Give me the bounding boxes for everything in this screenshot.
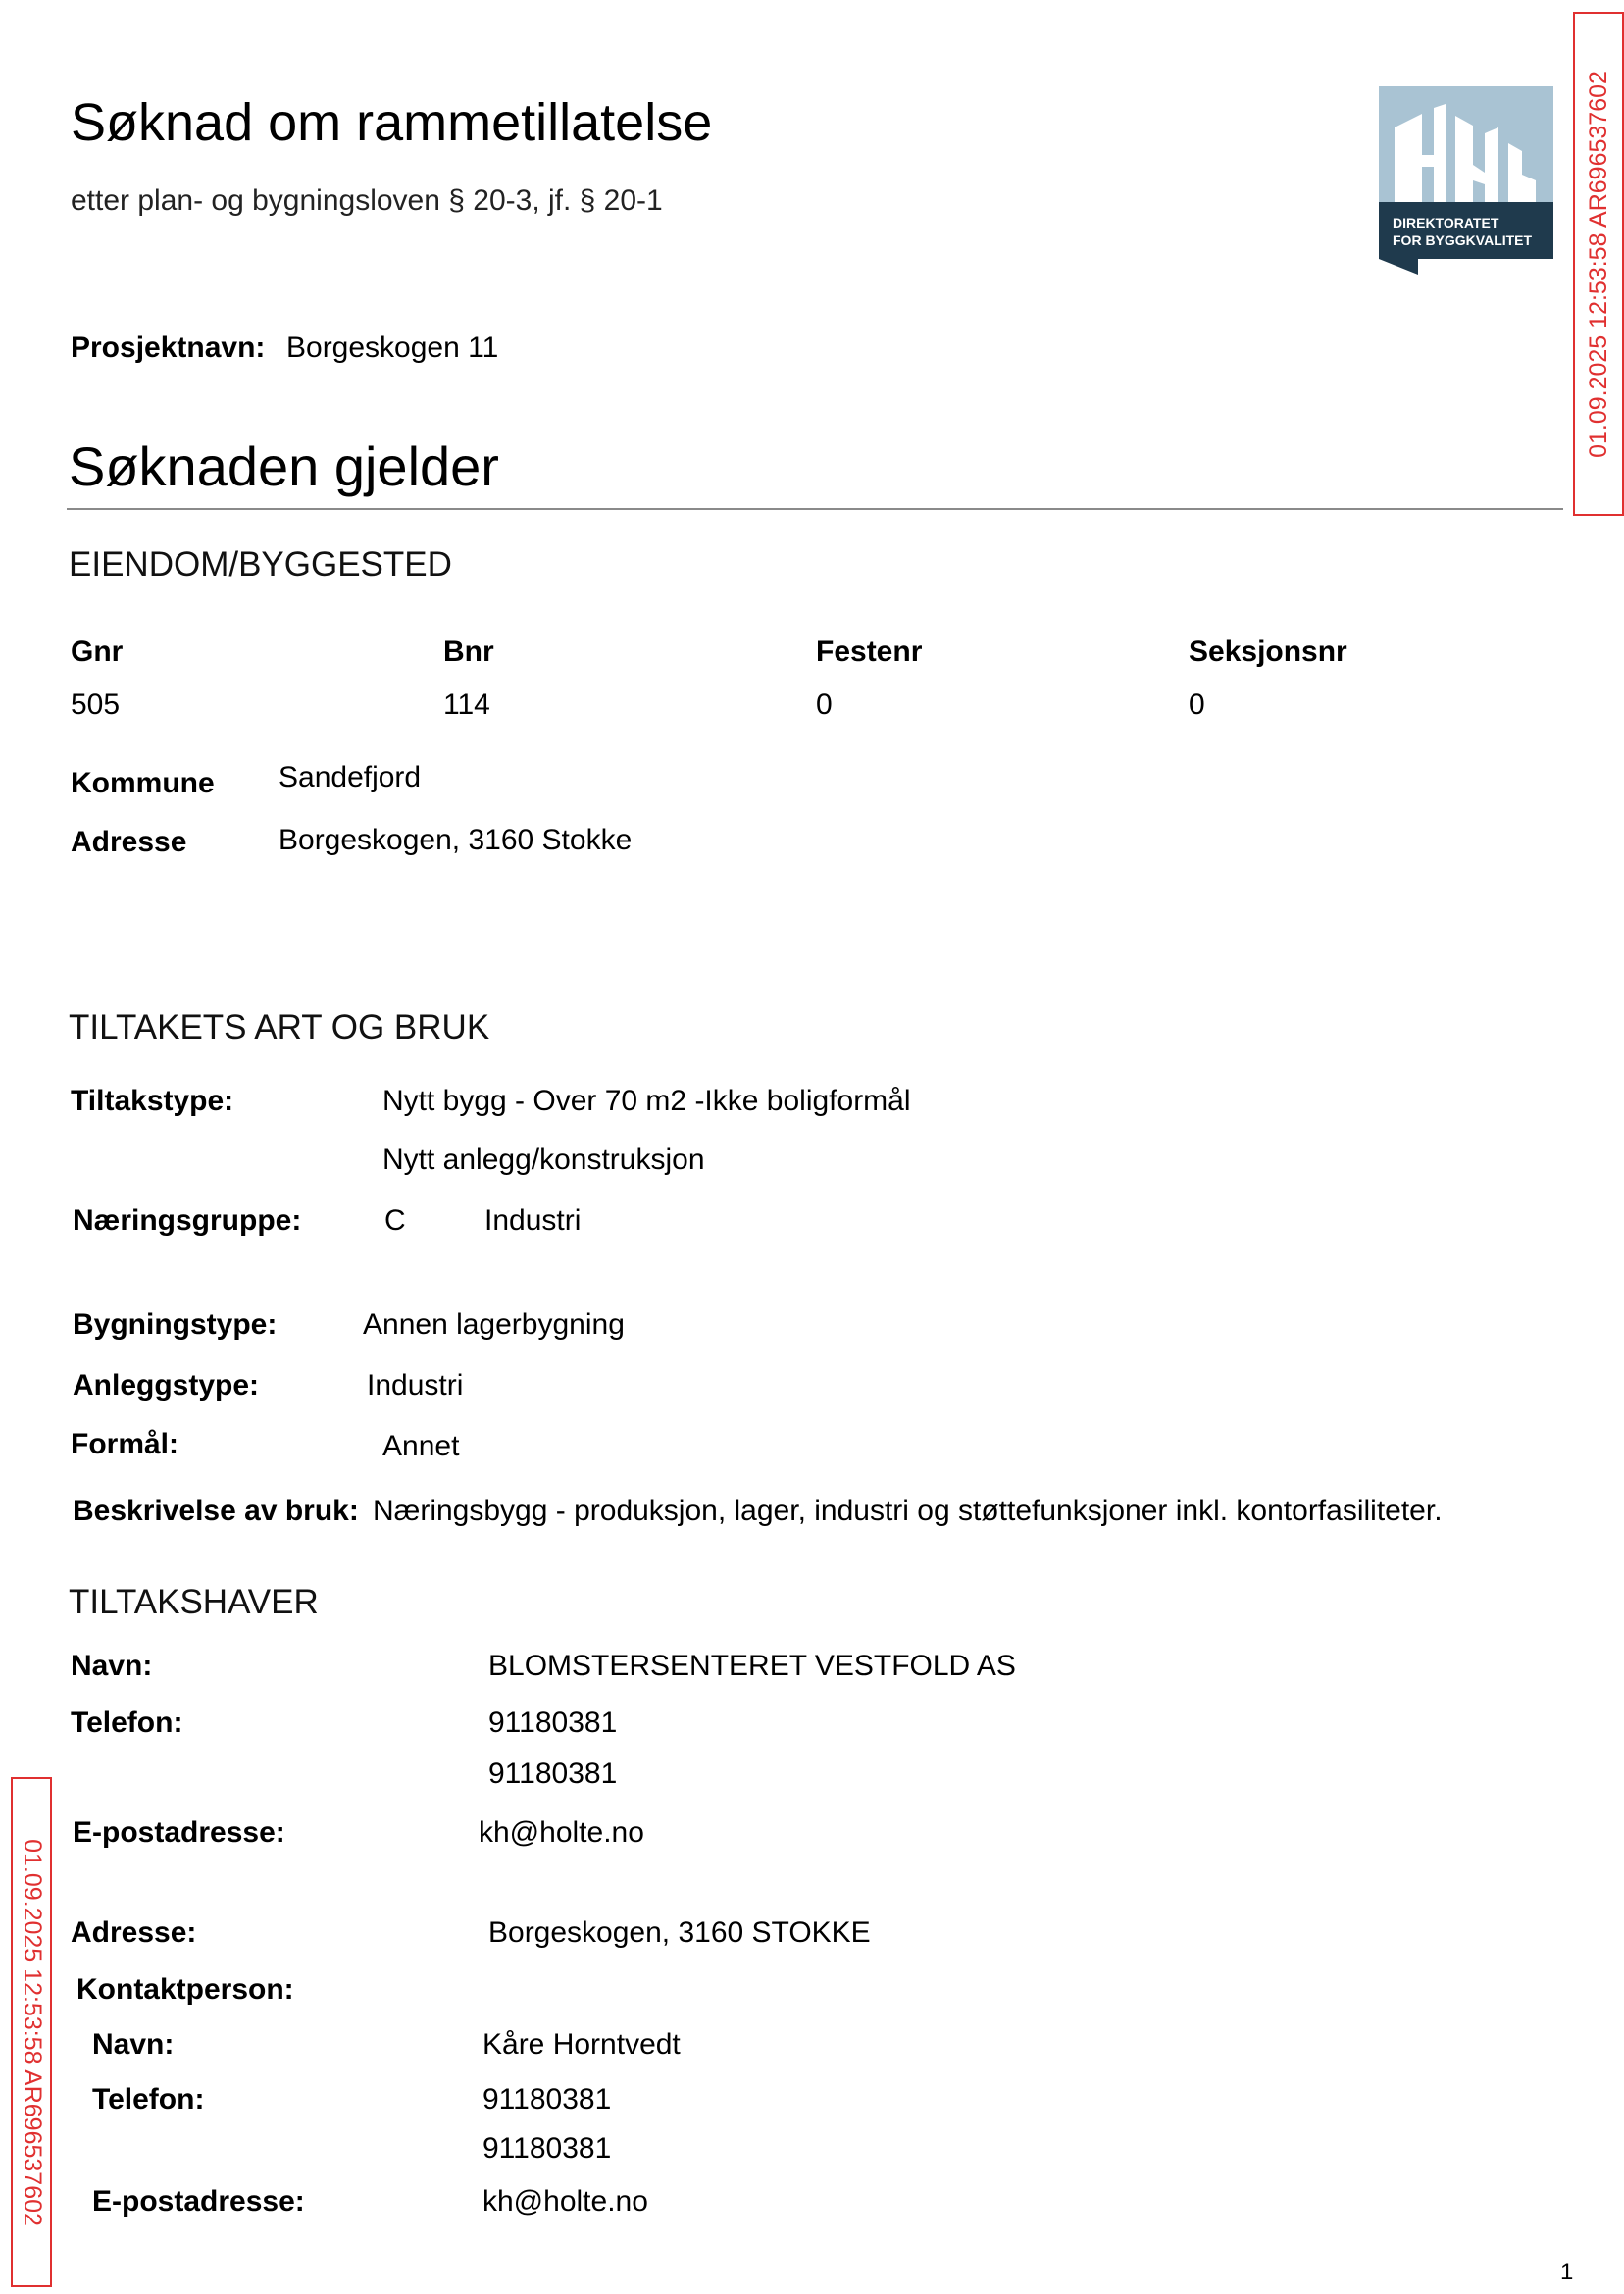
logo-line1: DIREKTORATET — [1393, 215, 1499, 230]
kontakt-navn-label: Navn: — [92, 2028, 175, 2061]
kontaktperson-label: Kontaktperson: — [76, 1973, 294, 2006]
adresse-value: Borgeskogen, 3160 Stokke — [279, 824, 633, 856]
stamp-text: 01.09.2025 12:53:58 AR696537602 — [1584, 70, 1612, 458]
kommune-label: Kommune — [71, 767, 215, 799]
page-number: 1 — [1560, 2259, 1574, 2285]
adresse-label: Adresse — [71, 826, 187, 858]
tiltakshaver-adresse-value: Borgeskogen, 3160 STOKKE — [488, 1916, 871, 1949]
tiltakstype-label: Tiltakstype: — [71, 1085, 234, 1117]
logo-graphic — [1379, 86, 1553, 275]
tiltakshaver-telefon-value: 91180381 — [488, 1758, 618, 1790]
dibk-logo-icon — [1379, 86, 1553, 275]
naeringsgruppe-code: C — [384, 1204, 406, 1237]
tiltakshaver-heading: TILTAKSHAVER — [69, 1583, 319, 1621]
timestamp-stamp-top — [1573, 12, 1624, 516]
kontakt-telefon-value: 91180381 — [482, 2083, 612, 2116]
seksjonsnr-value: 0 — [1189, 688, 1205, 721]
tiltakstype-value: Nytt anlegg/konstruksjon — [382, 1144, 705, 1176]
kontakt-epost-value: kh@holte.no — [482, 2185, 648, 2218]
stamp-text: 01.09.2025 12:53:58 AR696537602 — [18, 1838, 46, 2226]
festenr-value: 0 — [816, 688, 833, 721]
gnr-label: Gnr — [71, 636, 124, 668]
section-divider — [67, 508, 1563, 510]
section-title: Søknaden gjelder — [69, 435, 499, 497]
tiltakshaver-telefon-value: 91180381 — [488, 1707, 618, 1739]
kontakt-epost-label: E-postadresse: — [92, 2185, 305, 2218]
tiltak-heading: TILTAKETS ART OG BRUK — [69, 1008, 490, 1046]
bnr-label: Bnr — [443, 636, 494, 668]
document-title: Søknad om rammetillatelse — [71, 93, 713, 152]
project-label: Prosjektnavn: — [71, 331, 266, 364]
bygningstype-label: Bygningstype: — [73, 1308, 278, 1341]
kommune-value: Sandefjord — [279, 761, 422, 793]
project-value: Borgeskogen 11 — [286, 331, 499, 364]
kontakt-navn-value: Kåre Horntvedt — [482, 2028, 681, 2061]
tiltakshaver-navn-value: BLOMSTERSENTERET VESTFOLD AS — [488, 1650, 1016, 1682]
logo-line2: FOR BYGGKVALITET — [1393, 232, 1533, 248]
kontakt-telefon-label: Telefon: — [92, 2083, 205, 2116]
bygningstype-value: Annen lagerbygning — [363, 1308, 625, 1341]
tiltakshaver-navn-label: Navn: — [71, 1650, 153, 1682]
kontakt-telefon-value: 91180381 — [482, 2132, 612, 2165]
anleggstype-label: Anleggstype: — [73, 1369, 260, 1402]
formal-value: Annet — [382, 1430, 460, 1462]
beskrivelse-value: Næringsbygg - produksjon, lager, industri og støttefunksjoner inkl. kontorfasiliteter. — [373, 1495, 1443, 1527]
seksjonsnr-label: Seksjonsnr — [1189, 636, 1347, 668]
naeringsgruppe-label: Næringsgruppe: — [73, 1204, 302, 1237]
festenr-label: Festenr — [816, 636, 923, 668]
bnr-value: 114 — [443, 688, 490, 721]
timestamp-stamp-left — [11, 1777, 52, 2287]
tiltakstype-value: Nytt bygg - Over 70 m2 -Ikke boligformål — [382, 1085, 911, 1117]
document-subtitle: etter plan- og bygningsloven § 20-3, jf. § 20-1 — [71, 184, 663, 217]
formal-label: Formål: — [71, 1428, 179, 1460]
tiltakshaver-epost-label: E-postadresse: — [73, 1816, 285, 1849]
tiltakshaver-adresse-label: Adresse: — [71, 1916, 197, 1949]
anleggstype-value: Industri — [367, 1369, 464, 1402]
property-heading: EIENDOM/BYGGESTED — [69, 545, 452, 584]
gnr-value: 505 — [71, 688, 121, 721]
tiltakshaver-epost-value: kh@holte.no — [479, 1816, 644, 1849]
beskrivelse-label: Beskrivelse av bruk: — [73, 1495, 359, 1527]
naeringsgruppe-value: Industri — [484, 1204, 582, 1237]
tiltakshaver-telefon-label: Telefon: — [71, 1707, 183, 1739]
